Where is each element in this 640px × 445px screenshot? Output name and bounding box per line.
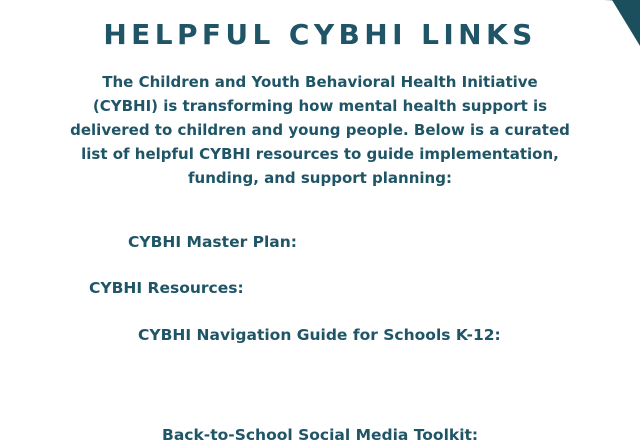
link-master-plan[interactable]: CYBHI Master Plan:: [128, 233, 297, 251]
intro-paragraph: The Children and Youth Behavioral Health Initiative (CYBHI) is transforming how mental health support is delivered to children and young people. Below is a curated list of helpful CYBHI resources to guide implementation, funding, and support planning:: [70, 73, 570, 187]
link-resources[interactable]: CYBHI Resources:: [89, 279, 244, 297]
link-social-media-toolkit[interactable]: Back-to-School Social Media Toolkit:: [162, 426, 479, 444]
page-title: HELPFUL CYBHI LINKS: [103, 17, 537, 51]
link-navigation-guide[interactable]: CYBHI Navigation Guide for Schools K-12:: [138, 326, 501, 344]
